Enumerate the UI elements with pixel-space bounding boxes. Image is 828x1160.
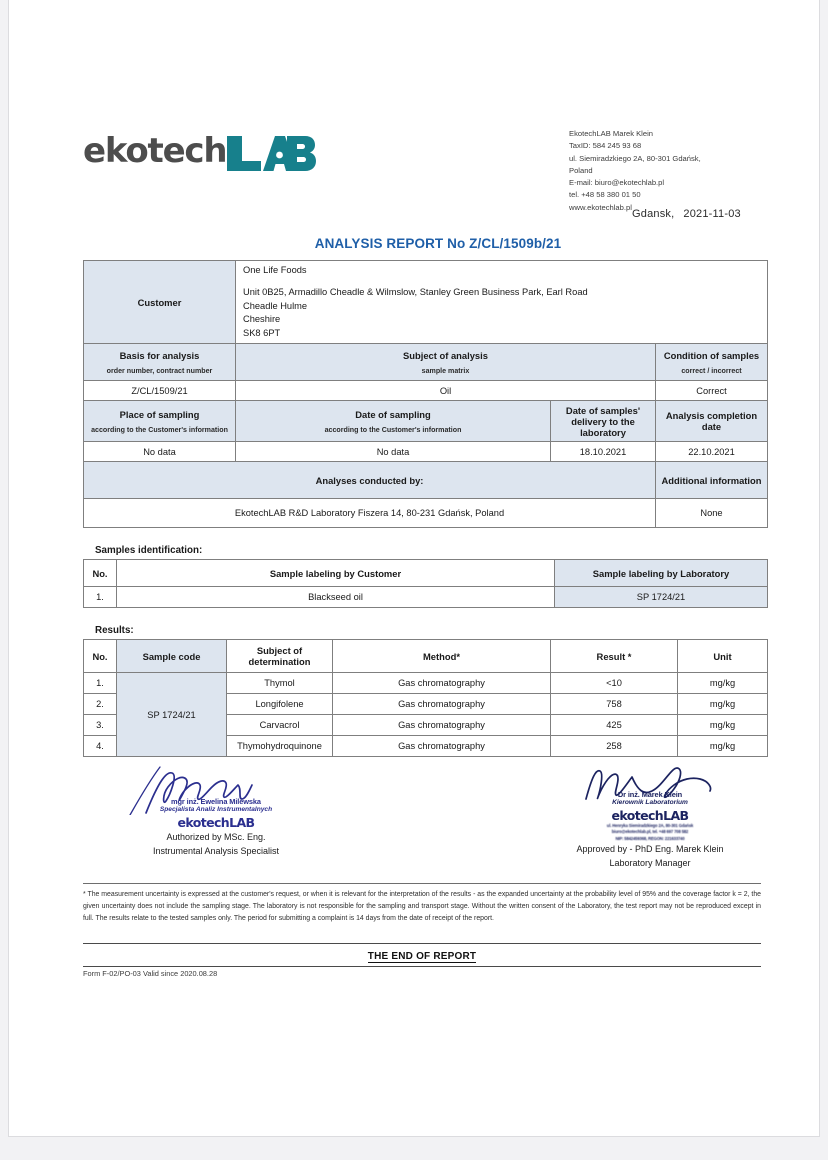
- results-result-value: 758: [551, 694, 678, 715]
- document-page: [8, 0, 820, 1137]
- table-header-row: [84, 640, 768, 673]
- measurement-uncertainty-footnote: * The measurement uncertainty is expressed at the customer's request, or when it is relevant for the interpretation of the results - as the expanded uncertainty at the probability level of 95% and the coverage factor k = 2, the given uncertainty does not include the sampling stage. The laboratory is not responsible for the sampling and transport stage. Without the written consent of the Laboratory, the test report may not be reproduced except in full. The results relate to the tested samples only. The period for submitting a complaint is 14 days from the date of receipt of the report.: [83, 883, 761, 924]
- completion-header: Analysis completion date: [656, 401, 768, 442]
- subject-header-sub: sample matrix: [421, 366, 470, 375]
- document-header: [72, 0, 772, 236]
- conducted-value: EkotechLAB R&D Laboratory Fiszera 14, 80-231 Gdańsk, Poland: [84, 499, 656, 528]
- customer-address-line: SK8 6PT: [243, 327, 281, 338]
- report-date: 2021-11-03: [683, 208, 741, 220]
- analyst-caption: [86, 831, 346, 859]
- logo-wordmark: ekotech: [83, 131, 227, 171]
- manager-stamp-role: Kierownik Laboratorium: [612, 799, 688, 807]
- basis-header-sub: order number, contract number: [106, 366, 213, 375]
- results-unit-value: mg/kg: [678, 715, 768, 736]
- place-header-label: Place of sampling: [119, 408, 200, 420]
- completion-value: 22.10.2021: [656, 442, 768, 462]
- logo-lab-mark: [225, 134, 317, 168]
- results-unit-value: mg/kg: [678, 673, 768, 694]
- ekotechlab-logo: [83, 131, 317, 171]
- analyst-caption-line: Authorized by MSc. Eng.: [166, 832, 266, 843]
- results-no-value: 2.: [84, 694, 117, 715]
- company-line: Poland: [569, 165, 593, 175]
- additional-value: None: [656, 499, 768, 528]
- manager-stamp-logo: ekotechLAB: [611, 808, 689, 824]
- signature-block-analyst: [86, 765, 346, 859]
- table-header-row: [84, 560, 768, 587]
- customer-address: [236, 261, 768, 344]
- samples-no-header: No.: [84, 560, 117, 587]
- results-subject-value: Thymol: [227, 673, 333, 694]
- results-unit-header: Unit: [678, 640, 768, 673]
- city-name: Gdansk,: [632, 208, 675, 220]
- report-info-table: [83, 260, 768, 528]
- manager-caption: [520, 843, 780, 871]
- customer-address-line: Cheshire: [243, 314, 281, 325]
- delivery-value: 18.10.2021: [551, 442, 656, 462]
- end-of-report-text: THE END OF REPORT: [367, 951, 477, 963]
- table-row-basis-values: [84, 381, 768, 401]
- end-of-report-bar: [83, 943, 761, 967]
- results-method-header: Method*: [333, 640, 551, 673]
- city-date: [632, 208, 741, 220]
- results-subject-header: Subject of determination: [227, 640, 333, 673]
- place-header-sub: according to the Customer's information: [91, 425, 228, 434]
- company-line: EkotechLAB Marek Klein: [569, 129, 653, 138]
- samples-laboratory-value: SP 1724/21: [555, 587, 768, 608]
- form-reference: Form F-02/PO-03 Valid since 2020.08.28: [83, 969, 218, 977]
- manager-stamp-fine-line: ul. Henryka Siemiradzkiego 2A, 80-301 Gdańsk: [606, 823, 694, 829]
- samples-identification-table: [83, 559, 768, 608]
- results-no-value: 1.: [84, 673, 117, 694]
- results-unit-value: mg/kg: [678, 694, 768, 715]
- customer-address-line: Cheadle Hulme: [243, 300, 308, 311]
- analyst-stamp: [86, 765, 346, 831]
- customer-label: Customer: [84, 261, 236, 344]
- condition-header: [656, 344, 768, 381]
- date-header-label: Date of sampling: [355, 408, 431, 420]
- results-sample-code: SP 1724/21: [117, 673, 227, 757]
- table-row: [84, 587, 768, 608]
- results-result-value: <10: [551, 673, 678, 694]
- date-header-sub: according to the Customer's information: [324, 425, 462, 434]
- results-method-value: Gas chromatography: [333, 694, 551, 715]
- date-header: [236, 401, 551, 442]
- results-table: [83, 639, 768, 757]
- results-method-value: Gas chromatography: [333, 673, 551, 694]
- samples-customer-header: Sample labeling by Customer: [117, 560, 555, 587]
- results-method-value: Gas chromatography: [333, 736, 551, 757]
- manager-caption-line: Laboratory Manager: [609, 858, 691, 869]
- condition-value: Correct: [656, 381, 768, 401]
- place-header: [84, 401, 236, 442]
- customer-name: One Life Foods: [243, 265, 307, 275]
- condition-header-label: Condition of samples: [663, 349, 760, 361]
- results-subject-value: Carvacrol: [227, 715, 333, 736]
- analyst-caption-line: Instrumental Analysis Specialist: [152, 846, 280, 857]
- results-subject-value: Thymohydroquinone: [227, 736, 333, 757]
- results-no-header: No.: [84, 640, 117, 673]
- results-label: Results:: [95, 625, 134, 637]
- manager-stamp-fine-line: biuro@ekotechlab.pl, tel. +48 697 708 582: [611, 829, 689, 835]
- table-row-conducted-values: [84, 499, 768, 528]
- table-row-basis-header: [84, 344, 768, 381]
- company-line: www.ekotechlab.pl: [569, 202, 632, 212]
- date-value: No data: [236, 442, 551, 462]
- company-line: TaxID: 584 245 93 68: [569, 141, 642, 151]
- company-line: ul. Siemiradzkiego 2A, 80-301 Gdańsk,: [569, 153, 701, 163]
- company-details: [569, 128, 799, 214]
- manager-stamp-fine-line: NIP: 5842459368, REGON: 221633740: [615, 835, 685, 841]
- signature-section: [72, 765, 772, 877]
- table-row-conducted-header: [84, 462, 768, 499]
- results-no-value: 3.: [84, 715, 117, 736]
- customer-address-line: Unit 0B25, Armadillo Cheadle & Wilmslow, Stanley Green Business Park, Earl Road: [243, 287, 588, 298]
- company-line: E-mail: biuro@ekotechlab.pl: [569, 178, 665, 188]
- results-result-value: 425: [551, 715, 678, 736]
- samples-no-value: 1.: [84, 587, 117, 608]
- manager-stamp: [520, 765, 780, 841]
- samples-identification-label: Samples identification:: [95, 545, 203, 557]
- subject-value: Oil: [236, 381, 656, 401]
- results-method-value: Gas chromatography: [333, 715, 551, 736]
- place-value: No data: [84, 442, 236, 462]
- delivery-header: Date of samples' delivery to the laboratory: [551, 401, 656, 442]
- results-subject-value: Longifolene: [227, 694, 333, 715]
- conducted-header: Analyses conducted by:: [84, 462, 656, 499]
- results-result-value: 258: [551, 736, 678, 757]
- subject-header-label: Subject of analysis: [403, 349, 488, 361]
- additional-header: Additional information: [656, 462, 768, 499]
- manager-stamp-fineprint: [520, 823, 780, 841]
- basis-header: [84, 344, 236, 381]
- results-no-value: 4.: [84, 736, 117, 757]
- company-line: tel. +48 58 380 01 50: [569, 190, 641, 200]
- results-unit-value: mg/kg: [678, 736, 768, 757]
- condition-header-sub: correct / incorrect: [681, 366, 742, 375]
- basis-header-label: Basis for analysis: [119, 349, 200, 361]
- table-row-customer: [84, 261, 768, 344]
- analyst-stamp-role: Specjalista Analiz Instrumentalnych: [159, 806, 273, 814]
- analyst-stamp-logo: ekotechLAB: [177, 815, 255, 831]
- samples-customer-value: Blackseed oil: [117, 587, 555, 608]
- results-samplecode-header: Sample code: [117, 640, 227, 673]
- results-result-header: Result *: [551, 640, 678, 673]
- basis-value: Z/CL/1509/21: [84, 381, 236, 401]
- table-row-sampling-header: [84, 401, 768, 442]
- manager-stamp-name: Dr inż. Marek Klein: [617, 790, 683, 800]
- table-row: [84, 673, 768, 694]
- table-row-sampling-values: [84, 442, 768, 462]
- page-title: ANALYSIS REPORT No Z/CL/1509b/21: [314, 236, 562, 251]
- samples-laboratory-header: Sample labeling by Laboratory: [555, 560, 768, 587]
- manager-caption-line: Approved by - PhD Eng. Marek Klein: [576, 844, 724, 855]
- signature-block-manager: [520, 765, 780, 871]
- analyst-stamp-name: mgr inż. Ewelina Milewska: [171, 797, 261, 807]
- subject-header: [236, 344, 656, 381]
